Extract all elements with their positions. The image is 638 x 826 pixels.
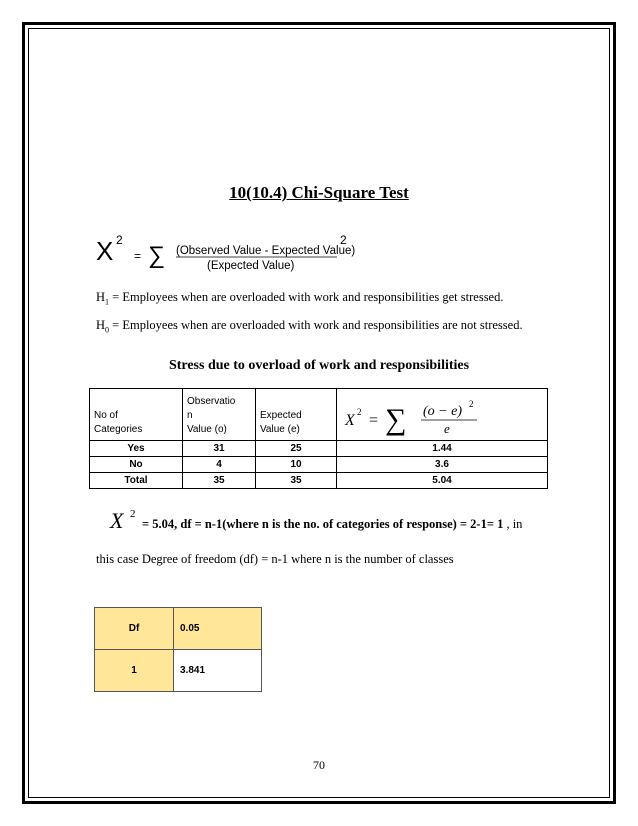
critical-value-row [95, 650, 262, 692]
table-title: Stress due to overload of work and responsibilities [168, 358, 470, 373]
page-number: 70 [313, 758, 325, 772]
critical-header-level: 0.05 [174, 608, 262, 650]
table-row [90, 441, 548, 457]
row-category: Yes [90, 441, 183, 457]
table-row [90, 473, 548, 489]
row-expected: 35 [256, 473, 337, 489]
svg-text:2: 2 [357, 406, 362, 417]
row-expected: 10 [256, 457, 337, 473]
formula-sigma: ∑ [148, 242, 166, 269]
row-category: Total [90, 473, 183, 489]
svg-text:2: 2 [130, 508, 136, 520]
row-observed: 4 [183, 457, 256, 473]
row-observed: 31 [183, 441, 256, 457]
result-chi-symbol [108, 506, 146, 532]
table-formula [337, 391, 537, 439]
hypothesis-h1: $H_1$ = Employees when are overloaded with work and responsibilities get stressed. [96, 290, 504, 307]
formula-denominator: (Expected Value) [207, 260, 295, 272]
svg-text:2: 2 [469, 398, 474, 409]
critical-header-df: Df [95, 608, 174, 650]
svg-text:X: X [345, 411, 355, 429]
formula-numerator-exponent: 2 [340, 233, 347, 247]
section-title: 10(10.4) Chi-Square Test [229, 183, 409, 202]
row-expected: 25 [256, 441, 337, 457]
svg-text:(o − e): (o − e) [423, 403, 462, 419]
header-categories: No of Categories [90, 389, 183, 441]
result-line: = 5.04, df = n-1(where n is the no. of categories of response) = 2-1= 1 , in [142, 517, 523, 531]
degree-of-freedom-text: this case Degree of freedom (df) = n-1 where n is the number of classes [96, 552, 454, 566]
svg-text:=: = [369, 411, 379, 429]
critical-header-row [95, 608, 262, 650]
svg-text:X: X [110, 508, 124, 532]
formula-numerator: (Observed Value - Expected Value) [176, 245, 356, 257]
critical-row-df: 1 [95, 650, 174, 692]
table-row [90, 457, 548, 473]
hypothesis-h0: $H_0$ = Employees when are overloaded with work and responsibilities are not stressed. [96, 318, 523, 335]
formula-chi-symbol: X [96, 236, 114, 266]
row-observed: 35 [183, 473, 256, 489]
row-category: No [90, 457, 183, 473]
header-expected: Expected Value (e) [256, 389, 337, 441]
formula-exponent: 2 [116, 233, 123, 247]
svg-text:∑: ∑ [385, 402, 407, 436]
row-chi: 3.6 [337, 457, 548, 473]
header-observed: Observatio n Value (o) [183, 389, 256, 441]
formula-equals: = [134, 249, 142, 263]
chi-square-formula [90, 230, 360, 274]
row-chi: 5.04 [337, 473, 548, 489]
critical-value-table [94, 607, 262, 692]
row-chi: 1.44 [337, 441, 548, 457]
svg-text:e: e [444, 420, 450, 436]
table-header-row [90, 389, 548, 441]
critical-row-value: 3.841 [174, 650, 262, 692]
observation-table [89, 388, 548, 489]
header-formula [337, 389, 548, 441]
